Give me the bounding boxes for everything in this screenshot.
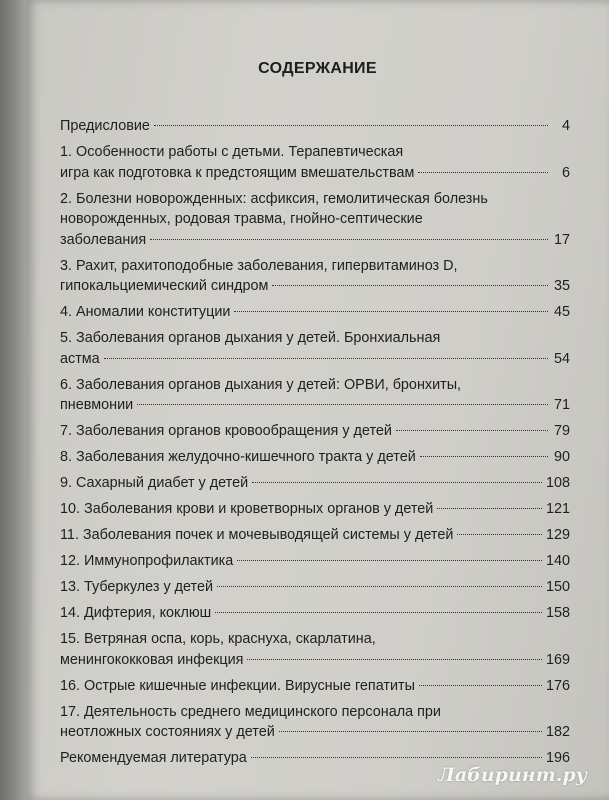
- toc-entry: [60, 702, 570, 743]
- toc-page-number: 169: [545, 651, 570, 668]
- watermark-logo: Лабиринт.ру: [438, 764, 587, 786]
- toc-entry-text: 17. Деятельность среднего медицинского персонала при: [60, 703, 441, 720]
- toc-page-number: 35: [553, 278, 570, 294]
- toc-page-number: 121: [545, 501, 570, 517]
- toc-entry: [60, 473, 570, 494]
- toc-entry: [60, 577, 570, 598]
- toc-page-number: 182: [545, 724, 570, 740]
- dot-leader: [217, 586, 542, 587]
- dot-leader: [279, 731, 542, 732]
- dot-leader: [419, 685, 542, 686]
- toc-entry-text: новорожденных, родовая травма, гнойно-септические: [60, 211, 423, 227]
- toc-page-number: 108: [545, 475, 570, 491]
- toc-entry: [60, 142, 570, 183]
- toc-page-number: 45: [553, 304, 570, 320]
- dot-leader: [234, 311, 548, 312]
- previous-page-edge: [0, 0, 26, 800]
- toc-page-number: 176: [545, 677, 570, 694]
- toc-entry: [60, 629, 570, 670]
- toc-entry-text: 1. Особенности работы с детьми. Терапевтическая: [60, 144, 404, 160]
- toc-entry-text: 12. Иммунопрофилактика: [60, 553, 234, 569]
- toc-entry-text: 14. Дифтерия, коклюш: [60, 605, 212, 621]
- toc-page-number: 17: [553, 231, 570, 248]
- toc-page-number: 129: [545, 527, 570, 543]
- dot-leader: [252, 482, 542, 483]
- toc-entry-text: 4. Аномалии конституции: [60, 304, 231, 320]
- toc-page-number: 6: [561, 164, 570, 181]
- toc-entry-text: 2. Болезни новорожденных: асфиксия, гемолитическая болезнь: [60, 190, 488, 207]
- toc-entry-text: 16. Острые кишечные инфекции. Вирусные гепатиты: [60, 677, 415, 694]
- toc-entry: [60, 499, 570, 520]
- toc-entry-text: Рекомендуемая литература: [60, 750, 247, 766]
- toc-entry: [60, 256, 570, 297]
- dot-leader: [420, 456, 548, 457]
- toc-entry: [60, 116, 570, 137]
- toc-entry: [60, 421, 570, 442]
- dot-leader: [247, 659, 542, 660]
- dot-leader: [215, 612, 542, 613]
- toc-entry: [60, 676, 570, 697]
- toc-entry-text: менингококковая инфекция: [60, 651, 244, 668]
- toc-page-number: 196: [545, 750, 570, 766]
- table-of-contents: [60, 116, 570, 774]
- toc-entry-text: игра как подготовка к предстоящим вмешательствам: [60, 164, 415, 181]
- toc-entry-text: 9. Сахарный диабет у детей: [60, 475, 249, 491]
- toc-entry-text: астма: [60, 350, 100, 367]
- toc-entry-text: 10. Заболевания крови и кроветворных органов у детей: [60, 501, 434, 517]
- toc-entry-text: 15. Ветряная оспа, корь, краснуха, скарлатина,: [60, 631, 376, 647]
- toc-entry: [60, 525, 570, 546]
- toc-entry-text: неотложных состояниях у детей: [60, 724, 275, 740]
- dot-leader: [457, 534, 542, 535]
- toc-page-number: 150: [545, 579, 570, 595]
- dot-leader: [154, 125, 548, 126]
- toc-page-number: 71: [553, 397, 570, 413]
- toc-page-number: 4: [561, 118, 570, 134]
- toc-entry-text: 13. Туберкулез у детей: [60, 579, 214, 595]
- toc-entry-text: 3. Рахит, рахитоподобные заболевания, гипервитаминоз D,: [60, 257, 458, 274]
- toc-page-number: 90: [553, 449, 570, 465]
- toc-entry: [60, 189, 570, 251]
- toc-entry-text: гипокальциемический синдром: [60, 278, 269, 294]
- book-page: [26, 0, 609, 800]
- dot-leader: [237, 560, 542, 561]
- toc-page-number: 79: [553, 423, 570, 439]
- toc-entry-text: 7. Заболевания органов кровообращения у детей: [60, 423, 392, 439]
- toc-entry-text: 11. Заболевания почек и мочевыводящей системы у детей: [60, 527, 454, 543]
- toc-entry-text: 6. Заболевания органов дыхания у детей: ОРВИ, бронхиты,: [60, 376, 462, 393]
- toc-entry: [60, 302, 570, 323]
- toc-entry: [60, 447, 570, 468]
- dot-leader: [137, 404, 548, 405]
- toc-page-number: 140: [545, 553, 570, 569]
- dot-leader: [418, 172, 548, 173]
- toc-entry-text: 8. Заболевания желудочно-кишечного тракта у детей: [60, 449, 416, 465]
- toc-page-number: 158: [545, 605, 570, 621]
- toc-entry: [60, 551, 570, 572]
- dot-leader: [251, 757, 542, 758]
- toc-entry: [60, 603, 570, 624]
- toc-page-number: 54: [553, 350, 570, 367]
- toc-entry-text: Предисловие: [60, 118, 150, 134]
- toc-title: СОДЕРЖАНИЕ: [258, 60, 377, 77]
- toc-entry-text: заболевания: [60, 231, 147, 248]
- dot-leader: [272, 285, 548, 286]
- toc-entry: [60, 375, 570, 416]
- toc-entry-text: 5. Заболевания органов дыхания у детей. Бронхиальная: [60, 330, 441, 346]
- dot-leader: [437, 508, 542, 509]
- dot-leader: [150, 239, 548, 240]
- dot-leader: [104, 358, 548, 359]
- toc-entry: [60, 328, 570, 369]
- toc-entry-text: пневмонии: [60, 397, 134, 413]
- dot-leader: [396, 430, 548, 431]
